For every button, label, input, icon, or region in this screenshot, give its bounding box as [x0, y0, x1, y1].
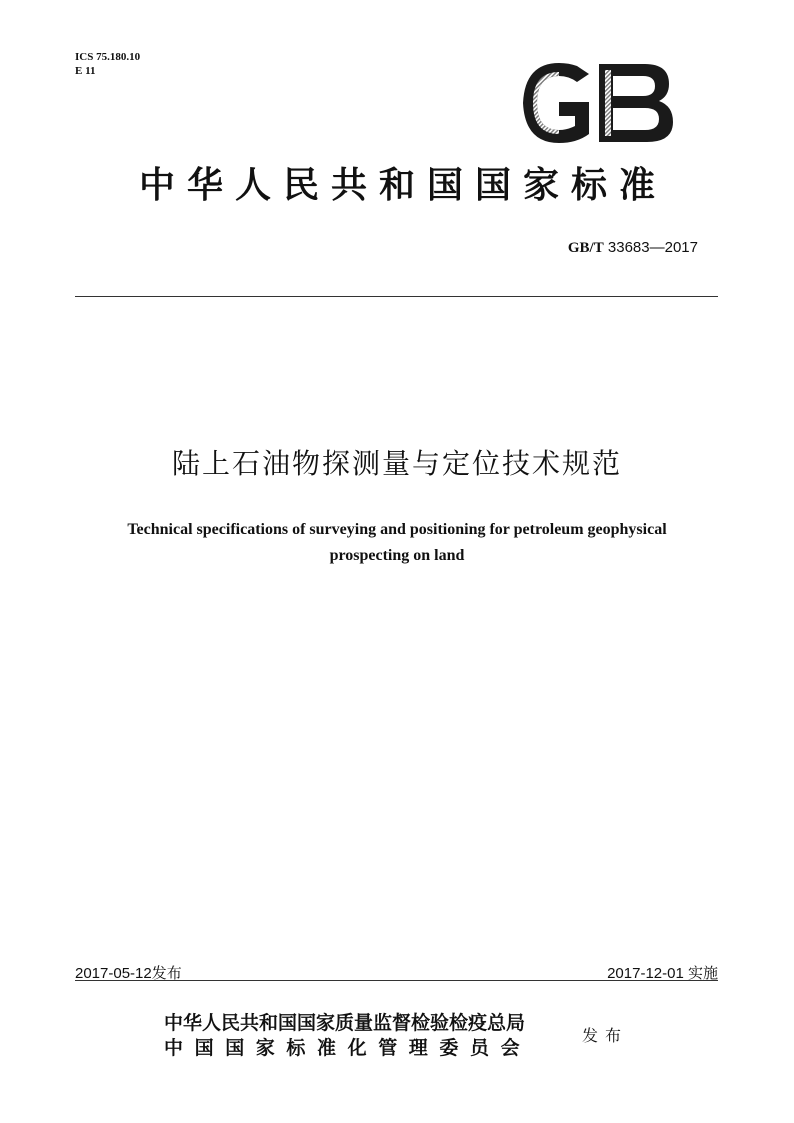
- implement-date-label: 实施: [687, 964, 718, 982]
- implement-date-value: 2017-12-01: [607, 965, 684, 982]
- standard-code: 33683—2017: [607, 239, 698, 256]
- issuer-line1: 中华人民共和国国家质量监督检验检疫总局: [164, 1012, 526, 1034]
- issuing-authorities: [164, 1011, 531, 1061]
- title-en-line2: prospecting on land: [329, 547, 465, 564]
- standard-prefix: GB/T: [567, 240, 604, 256]
- top-divider: [75, 296, 718, 297]
- standard-number: [568, 239, 698, 257]
- issuer-line2: 中国国家标准化管理委员会: [164, 1037, 532, 1059]
- category-code: E 11: [75, 65, 96, 77]
- logo-letter-g: [523, 63, 589, 143]
- ics-block: [75, 50, 140, 78]
- bottom-divider: [75, 980, 718, 981]
- document-title-en: [70, 517, 724, 569]
- publish-date-value: 2017-05-12: [75, 965, 152, 982]
- logo-letter-b: [599, 64, 673, 142]
- publish-date-label: 发布: [151, 964, 182, 982]
- national-standard-title: 中华人民共和国国家标准: [138, 164, 667, 206]
- gb-logo: [519, 62, 675, 144]
- document-title-cn: 陆上石油物探测量与定位技术规范: [171, 447, 622, 480]
- issuer-action: 发布: [582, 1026, 629, 1045]
- title-en-line1: Technical specifications of surveying and positioning for petroleum geophysical: [127, 521, 667, 538]
- ics-code: ICS 75.180.10: [75, 51, 141, 63]
